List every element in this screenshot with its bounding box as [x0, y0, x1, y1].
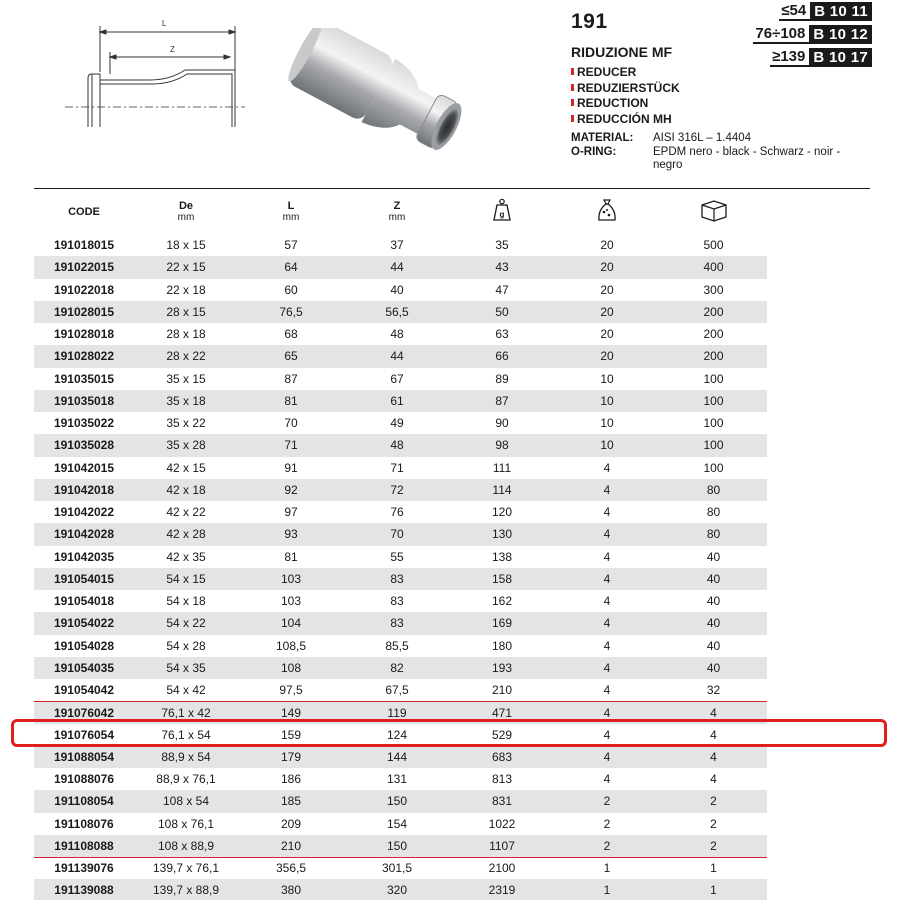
cell-code: 191054015	[34, 568, 134, 590]
cell-l: 71	[238, 434, 344, 456]
cell-de: 35 x 18	[134, 390, 238, 412]
cell-weight: 87	[450, 390, 554, 412]
size-badge	[722, 48, 872, 67]
cell-code: 191018015	[53, 238, 115, 253]
size-badge-code: B 10 11	[810, 2, 872, 21]
cell-code: 191042015	[53, 460, 115, 475]
cell-de: 88,9 x 54	[134, 746, 238, 768]
table-row	[34, 345, 767, 367]
drawing-label-z: Z	[170, 45, 175, 54]
table-row	[34, 857, 767, 879]
cell-box-qty: 400	[660, 256, 767, 278]
table-header-row	[34, 189, 767, 234]
cell-weight: 98	[450, 434, 554, 456]
cell-bag-qty: 4	[603, 549, 611, 564]
table-row	[34, 368, 767, 390]
cell-weight: 813	[491, 772, 513, 787]
cell-l: 93	[238, 523, 344, 545]
cell-weight: 193	[450, 657, 554, 679]
cell-l: 92	[238, 479, 344, 501]
cell-l: 57	[284, 238, 298, 253]
cell-l: 87	[284, 371, 298, 386]
size-badge	[722, 2, 872, 21]
size-badge	[722, 25, 872, 44]
size-badge-range: ≥139	[770, 48, 809, 67]
table-row	[34, 724, 767, 746]
svg-text:g: g	[499, 210, 505, 219]
cell-box-qty: 32	[706, 682, 721, 697]
cell-bag-qty: 20	[600, 282, 614, 297]
cell-box-qty: 80	[660, 523, 767, 545]
cell-code: 191042018	[34, 479, 134, 501]
cell-de: 139,7 x 88,9	[134, 879, 238, 900]
material-label: MATERIAL:	[571, 132, 634, 144]
cell-box-qty: 200	[660, 301, 767, 323]
cell-bag-qty: 20	[554, 256, 660, 278]
table-row	[34, 612, 767, 634]
cell-z: 83	[390, 594, 404, 609]
material-row	[571, 132, 871, 146]
table-row	[34, 479, 767, 501]
cell-box-qty: 100	[660, 434, 767, 456]
cell-code: 191139088	[34, 879, 134, 900]
cell-code: 191035022	[53, 416, 115, 431]
cell-l: 65	[238, 345, 344, 367]
cell-code: 191042035	[53, 549, 115, 564]
table-row	[34, 546, 767, 568]
header-z: Z mm	[388, 200, 406, 223]
cell-bag-qty: 10	[600, 371, 614, 386]
cell-l: 64	[238, 256, 344, 278]
cell-box-qty: 80	[706, 505, 721, 520]
table-row	[34, 635, 767, 657]
cell-z: 124	[386, 727, 408, 742]
cell-l: 104	[238, 612, 344, 634]
cell-bag-qty: 4	[554, 568, 660, 590]
cell-de: 28 x 22	[134, 345, 238, 367]
translations-list	[571, 65, 871, 127]
cell-l: 108,5	[275, 638, 307, 653]
cell-z: 49	[390, 416, 404, 431]
table-row	[34, 234, 767, 256]
cell-weight: 683	[450, 746, 554, 768]
header-weight	[450, 189, 554, 234]
cell-weight: 2100	[450, 857, 554, 879]
cell-de: 22 x 15	[134, 256, 238, 278]
cell-de: 108 x 54	[134, 790, 238, 812]
cell-l: 81	[284, 549, 298, 564]
cell-weight: 50	[450, 301, 554, 323]
header-bag	[554, 189, 660, 234]
cell-weight: 471	[450, 701, 554, 723]
cell-l: 103	[280, 594, 302, 609]
header-de: De mm	[177, 200, 195, 223]
cell-code: 191042022	[53, 505, 115, 520]
cell-bag-qty: 20	[600, 327, 614, 342]
cell-box-qty: 4	[710, 727, 717, 742]
cell-l: 159	[280, 727, 302, 742]
cell-code: 191076042	[34, 701, 134, 723]
cell-box-qty: 40	[706, 638, 721, 653]
cell-weight: 1022	[488, 816, 516, 831]
table-body	[34, 234, 767, 900]
cell-box-qty: 80	[660, 479, 767, 501]
cell-z: 119	[344, 701, 450, 723]
table-row	[34, 746, 767, 768]
cell-de: 22 x 18	[166, 282, 206, 297]
table-row	[34, 790, 767, 812]
cell-weight: 831	[450, 790, 554, 812]
cell-l: 149	[238, 701, 344, 723]
cell-weight: 120	[491, 505, 513, 520]
translation-item: REDUCCIÓN MH	[571, 112, 871, 128]
cell-code: 191054022	[34, 612, 134, 634]
oring-label: O-RING:	[571, 145, 617, 158]
cell-de: 42 x 15	[166, 460, 206, 475]
cell-z: 83	[344, 612, 450, 634]
cell-de: 54 x 35	[134, 657, 238, 679]
cell-l: 60	[284, 282, 298, 297]
translation-item: REDUZIERSTÜCK	[571, 81, 871, 97]
cell-bag-qty: 4	[554, 523, 660, 545]
drawing-label-l: L	[162, 19, 167, 28]
cell-weight: 138	[491, 549, 513, 564]
cell-z: 82	[344, 657, 450, 679]
cell-box-qty: 40	[660, 657, 767, 679]
table-row	[34, 813, 767, 835]
cell-z: 144	[344, 746, 450, 768]
cell-l: 210	[238, 835, 344, 857]
size-badge-code: B 10 17	[809, 48, 872, 67]
cell-l: 97,5	[279, 682, 303, 697]
cell-z: 150	[344, 835, 450, 857]
cell-l: 68	[284, 327, 298, 342]
cell-box-qty: 40	[706, 594, 721, 609]
product-table	[34, 189, 767, 900]
box-icon	[699, 198, 729, 222]
cell-bag-qty: 4	[603, 460, 611, 475]
cell-bag-qty: 4	[603, 638, 611, 653]
cell-z: 44	[344, 256, 450, 278]
cell-weight: 47	[495, 282, 509, 297]
cell-de: 108 x 88,9	[134, 835, 238, 857]
cell-l: 209	[280, 816, 302, 831]
table-row	[34, 523, 767, 545]
translation-item: REDUCER	[571, 65, 871, 81]
cell-de: 76,1 x 54	[161, 727, 211, 742]
cell-z: 48	[390, 327, 404, 342]
cell-z: 40	[390, 282, 404, 297]
product-table-wrap	[34, 188, 870, 900]
cell-weight: 169	[450, 612, 554, 634]
cell-box-qty: 2	[710, 816, 717, 831]
cell-box-qty: 100	[703, 460, 724, 475]
cell-box-qty: 200	[703, 327, 724, 342]
cell-bag-qty: 4	[554, 746, 660, 768]
cell-z: 85,5	[385, 638, 409, 653]
cell-code: 191035018	[34, 390, 134, 412]
cell-weight: 2319	[450, 879, 554, 900]
cell-z: 48	[344, 434, 450, 456]
cell-bag-qty: 10	[554, 390, 660, 412]
cell-weight: 90	[495, 416, 509, 431]
cell-z: 320	[344, 879, 450, 900]
cell-z: 71	[390, 460, 404, 475]
cell-de: 42 x 22	[166, 505, 206, 520]
cell-code: 191028022	[34, 345, 134, 367]
product-name: RIDUZIONE MF	[571, 44, 673, 60]
cell-code: 191088054	[34, 746, 134, 768]
cell-code: 191028018	[53, 327, 115, 342]
cell-de: 139,7 x 76,1	[134, 857, 238, 879]
cell-z: 55	[390, 549, 404, 564]
size-badge-code: B 10 12	[809, 25, 872, 44]
cell-code: 191035015	[53, 371, 115, 386]
cell-z: 70	[344, 523, 450, 545]
cell-l: 91	[284, 460, 298, 475]
cell-weight: 114	[450, 479, 554, 501]
cell-z: 61	[344, 390, 450, 412]
cell-box-qty: 100	[660, 390, 767, 412]
table-row	[34, 301, 767, 323]
table-row	[34, 256, 767, 278]
cell-de: 42 x 18	[134, 479, 238, 501]
cell-l: 103	[238, 568, 344, 590]
cell-z: 83	[344, 568, 450, 590]
cell-box-qty: 100	[703, 371, 724, 386]
cell-code: 191042028	[34, 523, 134, 545]
cell-de: 54 x 22	[134, 612, 238, 634]
bag-icon	[596, 198, 618, 222]
cell-l: 70	[284, 416, 298, 431]
cell-de: 54 x 18	[166, 594, 206, 609]
cell-bag-qty: 4	[554, 612, 660, 634]
cell-l: 97	[284, 505, 298, 520]
table-row	[34, 279, 767, 301]
cell-de: 54 x 15	[134, 568, 238, 590]
cell-de: 88,9 x 76,1	[156, 772, 216, 787]
cell-weight: 43	[450, 256, 554, 278]
cell-bag-qty: 4	[554, 701, 660, 723]
table-row	[34, 412, 767, 434]
cell-z: 44	[344, 345, 450, 367]
product-photo	[280, 28, 480, 168]
cell-de: 28 x 15	[134, 301, 238, 323]
product-code: 191	[571, 10, 608, 33]
cell-weight: 63	[495, 327, 509, 342]
header-l: L mm	[282, 200, 300, 223]
cell-z: 76	[390, 505, 404, 520]
cell-l: 186	[280, 772, 302, 787]
cell-weight: 111	[492, 460, 512, 475]
cell-z: 154	[386, 816, 408, 831]
cell-bag-qty: 4	[603, 505, 611, 520]
cell-bag-qty: 1	[554, 857, 660, 879]
cell-bag-qty: 2	[554, 835, 660, 857]
cell-code: 191054042	[53, 682, 115, 697]
cell-l: 380	[238, 879, 344, 900]
cell-code: 191054035	[34, 657, 134, 679]
cell-z: 37	[390, 238, 404, 253]
cell-code: 191054028	[53, 638, 115, 653]
cell-weight: 180	[491, 638, 513, 653]
cell-de: 108 x 76,1	[157, 816, 215, 831]
cell-bag-qty: 10	[554, 434, 660, 456]
cell-code: 191088076	[53, 772, 115, 787]
cell-de: 35 x 15	[166, 371, 206, 386]
table-row	[34, 679, 767, 701]
cell-de: 35 x 28	[134, 434, 238, 456]
cell-z: 150	[344, 790, 450, 812]
cell-box-qty: 2	[660, 835, 767, 857]
cell-weight: 1107	[450, 835, 554, 857]
cell-box-qty: 200	[660, 345, 767, 367]
cell-z: 301,5	[344, 857, 450, 879]
cell-bag-qty: 4	[603, 594, 611, 609]
cell-box-qty: 100	[703, 416, 724, 431]
cell-bag-qty: 1	[554, 879, 660, 900]
cell-code: 191108076	[54, 816, 114, 831]
size-badges	[722, 2, 872, 71]
cell-de: 28 x 18	[166, 327, 206, 342]
cell-bag-qty: 10	[600, 416, 614, 431]
cell-z: 72	[344, 479, 450, 501]
cell-weight: 158	[450, 568, 554, 590]
cell-z: 131	[386, 772, 408, 787]
table-row	[34, 590, 767, 612]
cell-bag-qty: 20	[554, 301, 660, 323]
cell-box-qty: 300	[703, 282, 724, 297]
cell-weight: 130	[450, 523, 554, 545]
cell-weight: 210	[491, 682, 513, 697]
cell-l: 179	[238, 746, 344, 768]
table-row	[34, 390, 767, 412]
cell-bag-qty: 20	[600, 238, 614, 253]
cell-bag-qty: 4	[554, 479, 660, 501]
cell-box-qty: 1	[660, 879, 767, 900]
cell-code: 191022018	[53, 282, 115, 297]
cell-de: 18 x 15	[166, 238, 206, 253]
cell-weight: 162	[491, 594, 513, 609]
cell-de: 35 x 22	[166, 416, 206, 431]
cell-de: 42 x 35	[166, 549, 206, 564]
cell-de: 76,1 x 42	[134, 701, 238, 723]
cell-bag-qty: 4	[603, 772, 611, 787]
translation-item: REDUCTION	[571, 96, 871, 112]
cell-code: 191076054	[53, 727, 115, 742]
cell-box-qty: 4	[710, 772, 717, 787]
cell-bag-qty: 20	[554, 345, 660, 367]
table-row	[34, 768, 767, 790]
cell-box-qty: 40	[660, 612, 767, 634]
cell-l: 356,5	[238, 857, 344, 879]
cell-weight: 89	[495, 371, 509, 386]
cell-l: 108	[238, 657, 344, 679]
cell-box-qty: 40	[706, 549, 721, 564]
cell-code: 191108088	[34, 835, 134, 857]
table-row	[34, 701, 767, 723]
cell-code: 191035028	[34, 434, 134, 456]
header-code: CODE	[68, 205, 100, 218]
table-row	[34, 501, 767, 523]
cell-l: 185	[238, 790, 344, 812]
cell-box-qty: 2	[660, 790, 767, 812]
cell-bag-qty: 4	[554, 657, 660, 679]
cell-bag-qty: 2	[603, 816, 611, 831]
cell-code: 191139076	[34, 857, 134, 879]
cell-box-qty: 40	[660, 568, 767, 590]
material-value: AISI 316L – 1.4404	[653, 132, 752, 144]
cell-box-qty: 500	[703, 238, 724, 253]
cell-z: 67	[390, 371, 404, 386]
weight-g-icon	[492, 198, 512, 222]
cell-bag-qty: 4	[603, 727, 611, 742]
cell-code: 191108054	[34, 790, 134, 812]
cell-z: 56,5	[344, 301, 450, 323]
cell-z: 67,5	[385, 682, 409, 697]
table-row	[34, 657, 767, 679]
cell-code: 191054018	[53, 594, 115, 609]
cell-box-qty: 4	[660, 746, 767, 768]
table-row	[34, 879, 767, 900]
cell-l: 81	[238, 390, 344, 412]
cell-weight: 529	[491, 727, 513, 742]
cell-box-qty: 1	[660, 857, 767, 879]
cell-weight: 35	[495, 238, 509, 253]
cell-box-qty: 4	[660, 701, 767, 723]
cell-code: 191028015	[34, 301, 134, 323]
header-box	[660, 189, 767, 234]
spec-table	[571, 132, 871, 173]
cell-de: 42 x 28	[134, 523, 238, 545]
oring-value: EPDM nero - black - Schwarz - noir - negro	[653, 145, 841, 171]
size-badge-range: ≤54	[779, 2, 810, 21]
cell-bag-qty: 2	[554, 790, 660, 812]
cell-de: 54 x 42	[166, 682, 206, 697]
table-row	[34, 323, 767, 345]
cell-de: 54 x 28	[166, 638, 206, 653]
technical-drawing	[60, 12, 250, 132]
table-row	[34, 434, 767, 456]
cell-code: 191022015	[34, 256, 134, 278]
table-row	[34, 835, 767, 857]
cell-weight: 66	[450, 345, 554, 367]
table-row	[34, 457, 767, 479]
size-badge-range: 76÷108	[753, 25, 809, 44]
cell-l: 76,5	[238, 301, 344, 323]
oring-row	[571, 146, 871, 173]
table-row	[34, 568, 767, 590]
cell-bag-qty: 4	[603, 682, 611, 697]
